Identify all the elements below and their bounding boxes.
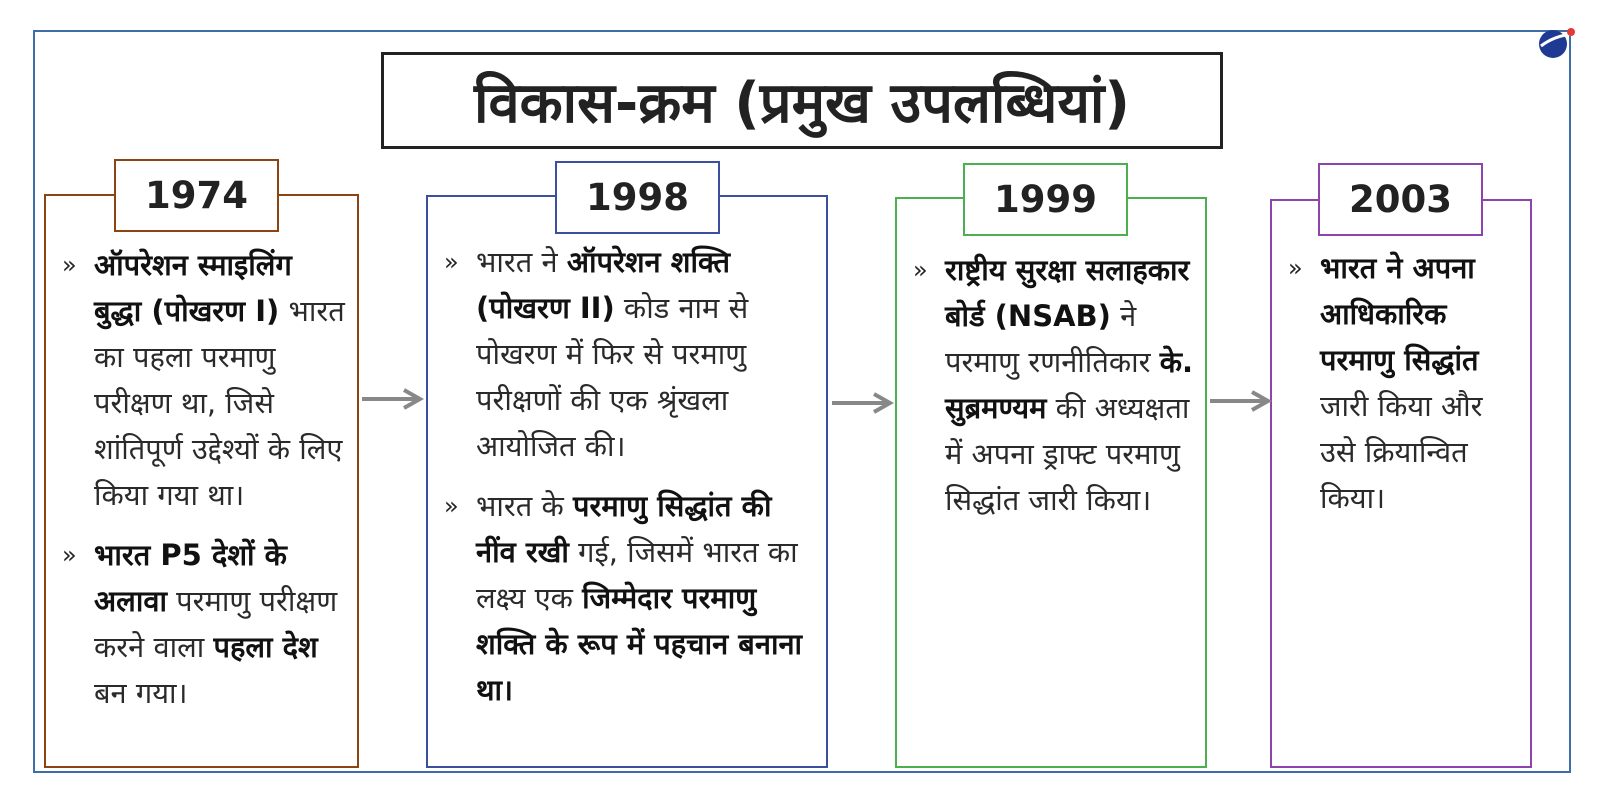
logo-icon [1536, 22, 1576, 62]
plain-text: बन गया। [94, 676, 188, 710]
plain-text: जारी किया और उसे क्रियान्वित किया। [1320, 389, 1483, 515]
bold-text: राष्ट्रीय सुरक्षा सलाहकार बोर्ड (NSAB) [945, 253, 1190, 333]
double-chevron-icon: » [62, 541, 77, 569]
card-items [913, 247, 1195, 537]
bullet-item [62, 242, 347, 518]
bullet-text [945, 247, 1195, 523]
title-box [381, 52, 1223, 149]
plain-text: भारत ने [476, 245, 567, 279]
double-chevron-icon: » [62, 251, 77, 279]
year-label-2003: 2003 [1318, 163, 1483, 236]
double-chevron-icon: » [444, 492, 459, 520]
plain-text: ने परमाणु रणनीतिकार [945, 299, 1160, 379]
year-label-1999: 1999 [963, 163, 1128, 236]
timeline-card-1998 [426, 195, 828, 768]
card-items [444, 239, 816, 727]
year-label-1974: 1974 [114, 159, 279, 232]
bold-text: के. सुब्रमण्यम [945, 345, 1194, 425]
timeline-card-1999 [895, 197, 1207, 768]
page-title: विकास-क्रम (प्रमुख उपलब्धियां) [473, 70, 1131, 136]
double-chevron-icon: » [913, 256, 928, 284]
year-label-1998: 1998 [555, 161, 720, 234]
bullet-text [94, 242, 347, 518]
arrow-right-icon [830, 392, 894, 414]
bullet-text [476, 483, 816, 713]
bullet-item [444, 483, 816, 713]
timeline-card-2003 [1270, 199, 1532, 768]
bold-text: परमाणु सिद्धांत की नींव रखी [476, 489, 772, 569]
card-items [62, 242, 347, 730]
double-chevron-icon: » [1288, 254, 1303, 282]
bold-text: ऑपरेशन शक्ति (पोखरण II) [476, 245, 731, 325]
bold-text: भारत P5 देशों के अलावा [94, 538, 287, 618]
arrow-right-icon [1208, 390, 1272, 412]
timeline-card-1974 [44, 194, 359, 768]
bullet-text [1320, 245, 1520, 521]
plain-text: भारत का पहला परमाणु परीक्षण था, जिसे शांतिपूर्ण उद्देश्यों के लिए किया गया था। [94, 294, 345, 512]
bold-text: भारत ने अपना आधिकारिक परमाणु सिद्धांत [1320, 251, 1479, 377]
card-items [1288, 245, 1520, 535]
bullet-text [94, 532, 347, 716]
plain-text: की अध्यक्षता में अपना ड्राफ्ट परमाणु सिद्धांत जारी किया। [945, 391, 1190, 517]
arrow-right-icon [360, 388, 424, 410]
bold-text: पहला देश [213, 630, 318, 664]
plain-text: परमाणु परीक्षण करने वाला [94, 584, 338, 664]
bold-text: ऑपरेशन स्माइलिंग बुद्धा (पोखरण I) [94, 248, 292, 328]
bullet-item [913, 247, 1195, 523]
bold-text: जिम्मेदार परमाणु शक्ति के रूप में पहचान बनाना था। [476, 581, 803, 707]
plain-text: भारत के [476, 489, 573, 523]
bullet-item [444, 239, 816, 469]
bullet-text [476, 239, 816, 469]
bullet-item [62, 532, 347, 716]
double-chevron-icon: » [444, 248, 459, 276]
bullet-item [1288, 245, 1520, 521]
plain-text: गई, जिसमें भारत का लक्ष्य एक [476, 535, 798, 615]
plain-text: कोड नाम से पोखरण में फिर से परमाणु परीक्षणों की एक श्रृंखला आयोजित की। [476, 291, 749, 463]
